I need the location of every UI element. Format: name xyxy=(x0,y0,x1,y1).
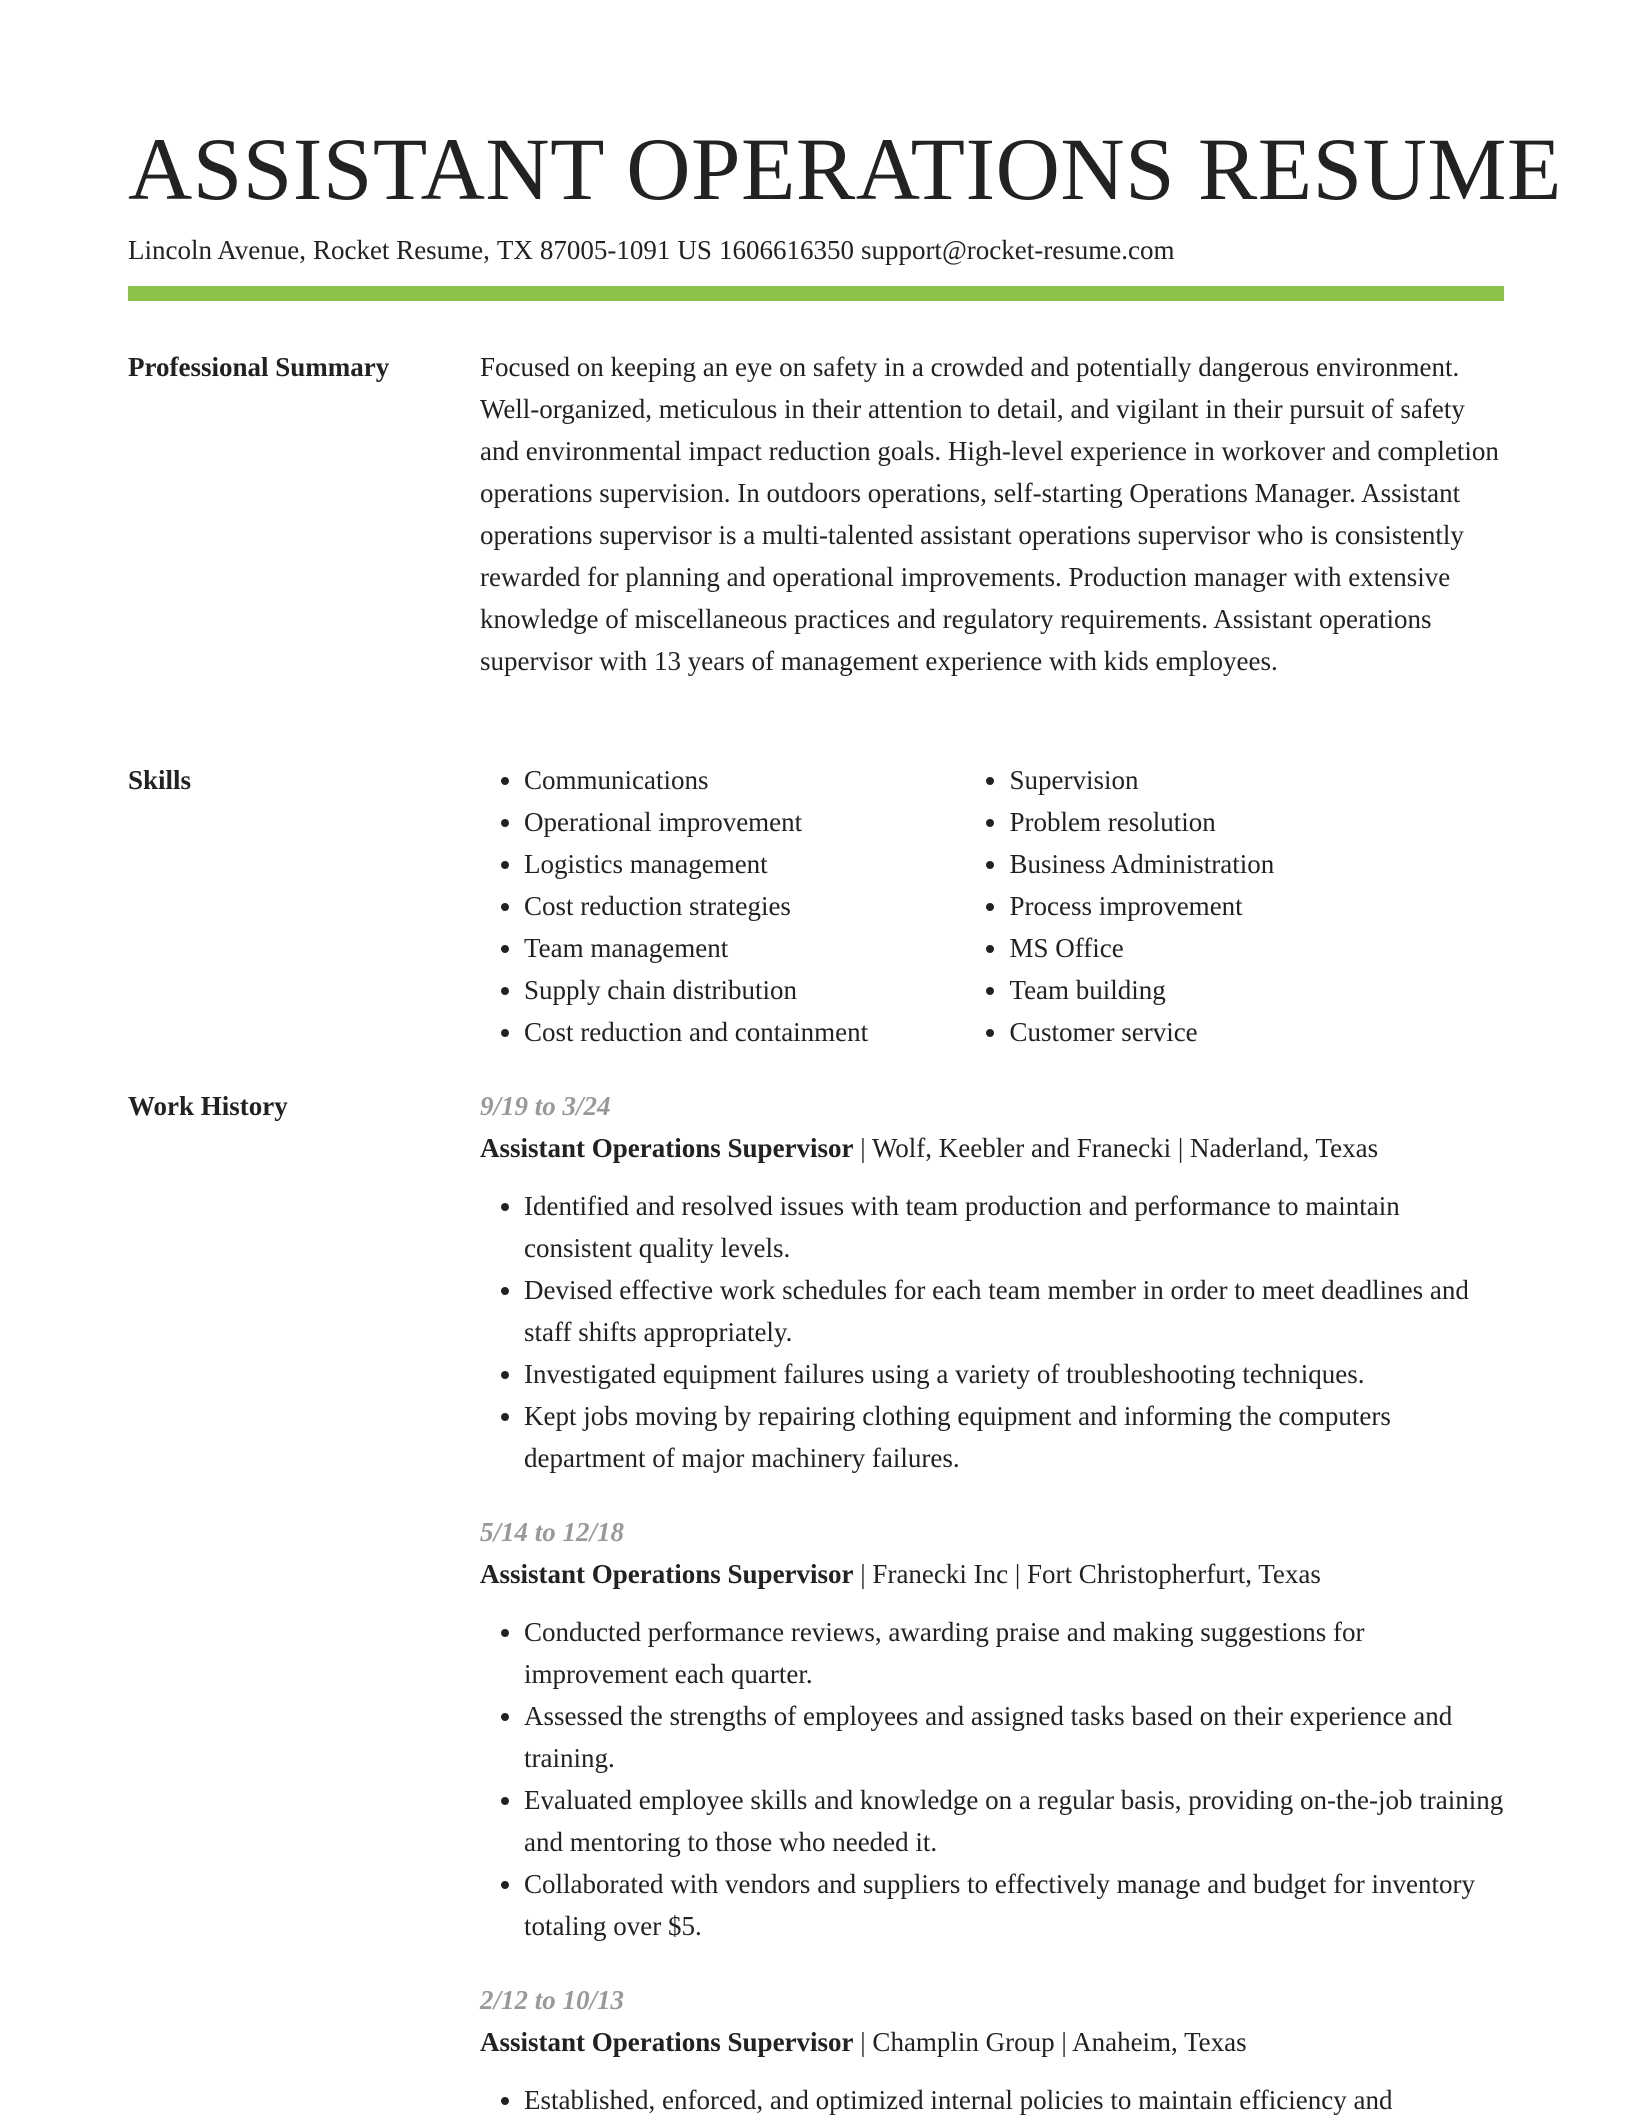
job-bullets xyxy=(480,1611,1504,1947)
job-heading xyxy=(480,2021,1504,2063)
job-bullet: • Established, enforced, and optimized internal policies to maintain efficiency and xyxy=(524,2079,1504,2121)
job-bullet: • Identified and resolved issues with team production and performance to maintain consistent quality levels. xyxy=(524,1185,1504,1269)
skill-item: • Cost reduction and containment xyxy=(524,1011,961,1053)
skill-item: • Team management xyxy=(524,927,961,969)
contact-country: US xyxy=(677,235,712,265)
job-title: Assistant Operations Supervisor xyxy=(480,1133,854,1163)
work-history-section xyxy=(480,1085,1504,2121)
contact-phone: 1606616350 xyxy=(718,235,854,265)
skill-item: • Business Administration xyxy=(1009,843,1504,885)
summary-text: Focused on keeping an eye on safety in a crowded and potentially dangerous environment. Well-organized, meticulous in their attention to detail, and vigilant in their pursuit of safety and environmental impact reduction goals. High-level experience in workover and completion operations supervision. In outdoors operations, self-starting Operations Manager. Assistant operations supervisor is a multi-talented assistant operations supervisor who is consistently rewarded for planning and operational improvements. Production manager with extensive knowledge of miscellaneous practices and regulatory requirements. Assistant operations supervisor with 13 years of management experience with kids employees. xyxy=(480,352,1499,676)
skill-item: • Cost reduction strategies xyxy=(524,885,961,927)
job-entry xyxy=(480,1085,1504,1479)
job-bullet: • Assessed the strengths of employees and assigned tasks based on their experience and training. xyxy=(524,1695,1504,1779)
skill-item: • Communications xyxy=(524,759,961,801)
job-bullet: • Kept jobs moving by repairing clothing equipment and informing the computers department of major machinery failures. xyxy=(524,1395,1504,1479)
job-bullet: • Investigated equipment failures using a variety of troubleshooting techniques. xyxy=(524,1353,1504,1395)
job-dates: 9/19 to 3/24 xyxy=(480,1091,611,1121)
contact-street: Lincoln Avenue, xyxy=(128,235,306,265)
skill-item: • MS Office xyxy=(1009,927,1504,969)
skills-section xyxy=(480,759,1504,1053)
summary-section xyxy=(480,346,1504,682)
skill-item: • Operational improvement xyxy=(524,801,961,843)
skill-item: • Process improvement xyxy=(1009,885,1504,927)
section-label-work: Work History xyxy=(128,1091,288,1121)
job-entry xyxy=(480,1511,1504,1947)
accent-divider xyxy=(128,286,1504,301)
skill-item: • Logistics management xyxy=(524,843,961,885)
contact-line xyxy=(128,230,1174,270)
skill-item: • Supply chain distribution xyxy=(524,969,961,1011)
job-title: Assistant Operations Supervisor xyxy=(480,2027,854,2057)
job-entry xyxy=(480,1979,1504,2121)
job-bullets xyxy=(480,1185,1504,1479)
section-label-skills: Skills xyxy=(128,765,192,795)
skill-item: • Supervision xyxy=(1009,759,1504,801)
skill-item: • Team building xyxy=(1009,969,1504,1011)
job-heading xyxy=(480,1553,1504,1595)
job-bullets xyxy=(480,2079,1504,2121)
job-details: | Wolf, Keebler and Franecki | Naderland, Texas xyxy=(853,1133,1379,1163)
job-bullet: • Conducted performance reviews, awarding praise and making suggestions for improvement each quarter. xyxy=(524,1611,1504,1695)
job-dates: 2/12 to 10/13 xyxy=(480,1985,625,2015)
contact-postal: 87005-1091 xyxy=(539,235,671,265)
job-bullet: • Collaborated with vendors and suppliers to effectively manage and budget for inventory totaling over $5. xyxy=(524,1863,1504,1947)
job-bullet: • Devised effective work schedules for each team member in order to meet deadlines and staff shifts appropriately. xyxy=(524,1269,1504,1353)
skill-item: • Problem resolution xyxy=(1009,801,1504,843)
resume-title: ASSISTANT OPERATIONS RESUME xyxy=(128,121,1562,219)
section-label-summary: Professional Summary xyxy=(128,352,390,382)
job-title: Assistant Operations Supervisor xyxy=(480,1559,854,1589)
job-heading xyxy=(480,1127,1504,1169)
skills-list-right xyxy=(961,759,1504,1053)
skill-item: • Customer service xyxy=(1009,1011,1504,1053)
job-dates: 5/14 to 12/18 xyxy=(480,1517,625,1547)
job-bullet: • Evaluated employee skills and knowledge on a regular basis, providing on-the-job training and mentoring to those who needed it. xyxy=(524,1779,1504,1863)
job-details: | Champlin Group | Anaheim, Texas xyxy=(853,2027,1247,2057)
contact-city: Rocket Resume, xyxy=(312,235,490,265)
job-details: | Franecki Inc | Fort Christopherfurt, Texas xyxy=(853,1559,1321,1589)
contact-email: support@rocket-resume.com xyxy=(860,235,1175,265)
contact-region: TX xyxy=(496,235,533,265)
skills-list-left xyxy=(480,759,961,1053)
